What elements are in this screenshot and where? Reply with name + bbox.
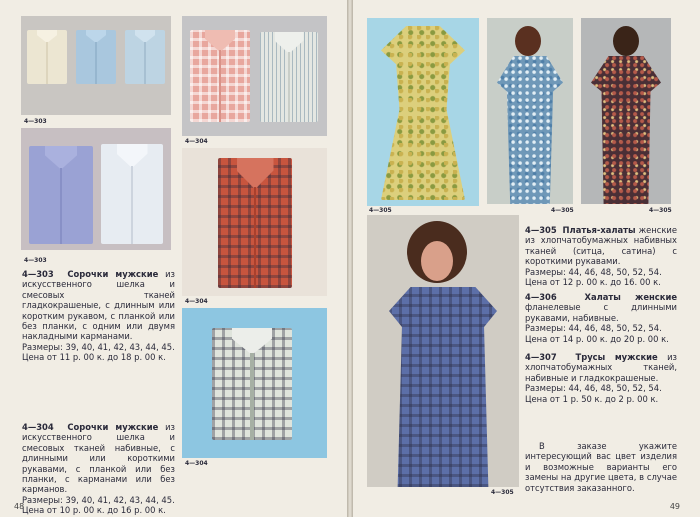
photo-model-blue-robe [487, 18, 573, 204]
photo-label: 4—303 [24, 257, 47, 264]
robe-dark-floral [591, 56, 661, 204]
shirt-red-plaid [218, 158, 292, 288]
item-code: 4—305 [525, 225, 557, 235]
shirt-cream [27, 30, 67, 84]
item-sizes: Размеры: 44, 46, 48, 50, 52, 54. [525, 266, 662, 277]
item-title: Трусы мужские [575, 352, 658, 362]
item-price: Цена от 12 р. 00 к. до 16. 00 к. [525, 277, 661, 288]
photo-model-check-robe [367, 215, 519, 487]
item-body: из искусственного шелка и смесовых тканей набивные, с длинными или короткими рукавами, с планкой или без планки, с карманами или без карманов. [22, 422, 176, 495]
shirt-striped [260, 32, 318, 122]
item-price: Цена от 1 р. 50 к. до 2 р. 00 к. [525, 393, 659, 404]
robe-blue-floral [497, 56, 563, 204]
shirt-pale-blue [125, 30, 165, 84]
photo-floral-dress [367, 18, 479, 206]
photo-red-plaid-shirt [182, 148, 327, 296]
item-description-4-304 [22, 422, 175, 516]
photo-blue-plaid-shirt [182, 308, 327, 458]
photo-label: 4—304 [185, 138, 208, 145]
photo-label: 4—305 [649, 207, 672, 214]
right-page [353, 0, 700, 517]
shirt-pink-check [190, 30, 250, 122]
left-page [0, 0, 347, 517]
dress-yellow-floral [381, 26, 465, 200]
item-body: из хлопчатобумажных тканей, набивные и гладкокрашеные. [525, 352, 677, 383]
item-price: Цена от 14 р. 00 к. до 20 р. 00 к. [525, 333, 669, 344]
item-code: 4—306 [525, 292, 557, 302]
model-head [613, 26, 639, 56]
item-code: 4—304 [22, 422, 54, 432]
item-title: Сорочки мужские [67, 269, 159, 279]
item-sizes: Размеры: 44, 46, 48, 50, 52, 54. [525, 323, 662, 334]
item-description-4-307 [525, 352, 677, 404]
item-body: фланелевые с длинными рукавами, набивные. [525, 302, 677, 323]
photo-label: 4—304 [185, 460, 208, 467]
item-description-4-303 [22, 269, 175, 363]
photo-plain-shirts [21, 16, 171, 115]
robe-blue-check [389, 287, 497, 487]
item-body: женские из хлопчатобумажных набивных тканей (ситца, сатина) с короткими рукавами. [525, 225, 677, 267]
item-title: Платья-халаты [562, 225, 636, 235]
item-description-4-305 [525, 225, 677, 287]
model-face [421, 241, 453, 281]
page-number: 48 [14, 502, 25, 511]
shirt-lilac [29, 146, 93, 244]
photo-label: 4—304 [185, 298, 208, 305]
item-title: Халаты женские [584, 292, 677, 302]
item-price: Цена от 11 р. 00 к. до 18 р. 00 к. [22, 352, 166, 363]
photo-label: 4—305 [491, 489, 514, 496]
photo-label: 4—305 [551, 207, 574, 214]
item-title: Сорочки мужские [67, 422, 159, 432]
order-note: В заказе укажите интересующий вас цвет изделия и возможные варианты его замены на другие цвета, в случае отсутствия заказанного. [525, 441, 677, 493]
model-head [515, 26, 541, 56]
shirt-blue-plaid [212, 328, 292, 440]
photo-label: 4—303 [24, 118, 47, 125]
photo-model-dark-robe [581, 18, 671, 204]
item-price: Цена от 10 р. 00 к. до 16 р. 00 к. [22, 505, 166, 516]
item-description-4-306 [525, 292, 677, 344]
photo-label: 4—305 [369, 207, 392, 214]
item-code: 4—307 [525, 352, 557, 362]
shirt-white [101, 144, 163, 244]
item-sizes: Размеры: 39, 40, 41, 42, 43, 44, 45. [22, 494, 175, 505]
item-body: из искусственного шелка и смесовых тканей гладкокрашеные, с длинным или коротким рукавом, с планкой или без планки, с одним или двумя накладными карманами. [22, 269, 176, 342]
photo-lilac-white-shirts [21, 128, 171, 250]
shirt-light-blue [76, 30, 116, 84]
item-code: 4—303 [22, 269, 54, 279]
item-sizes: Размеры: 39, 40, 41, 42, 43, 44, 45. [22, 341, 175, 352]
item-sizes: Размеры: 44, 46, 48, 50, 52, 54. [525, 383, 662, 394]
page-number: 49 [669, 502, 680, 511]
photo-pink-striped-shirts [182, 16, 327, 136]
